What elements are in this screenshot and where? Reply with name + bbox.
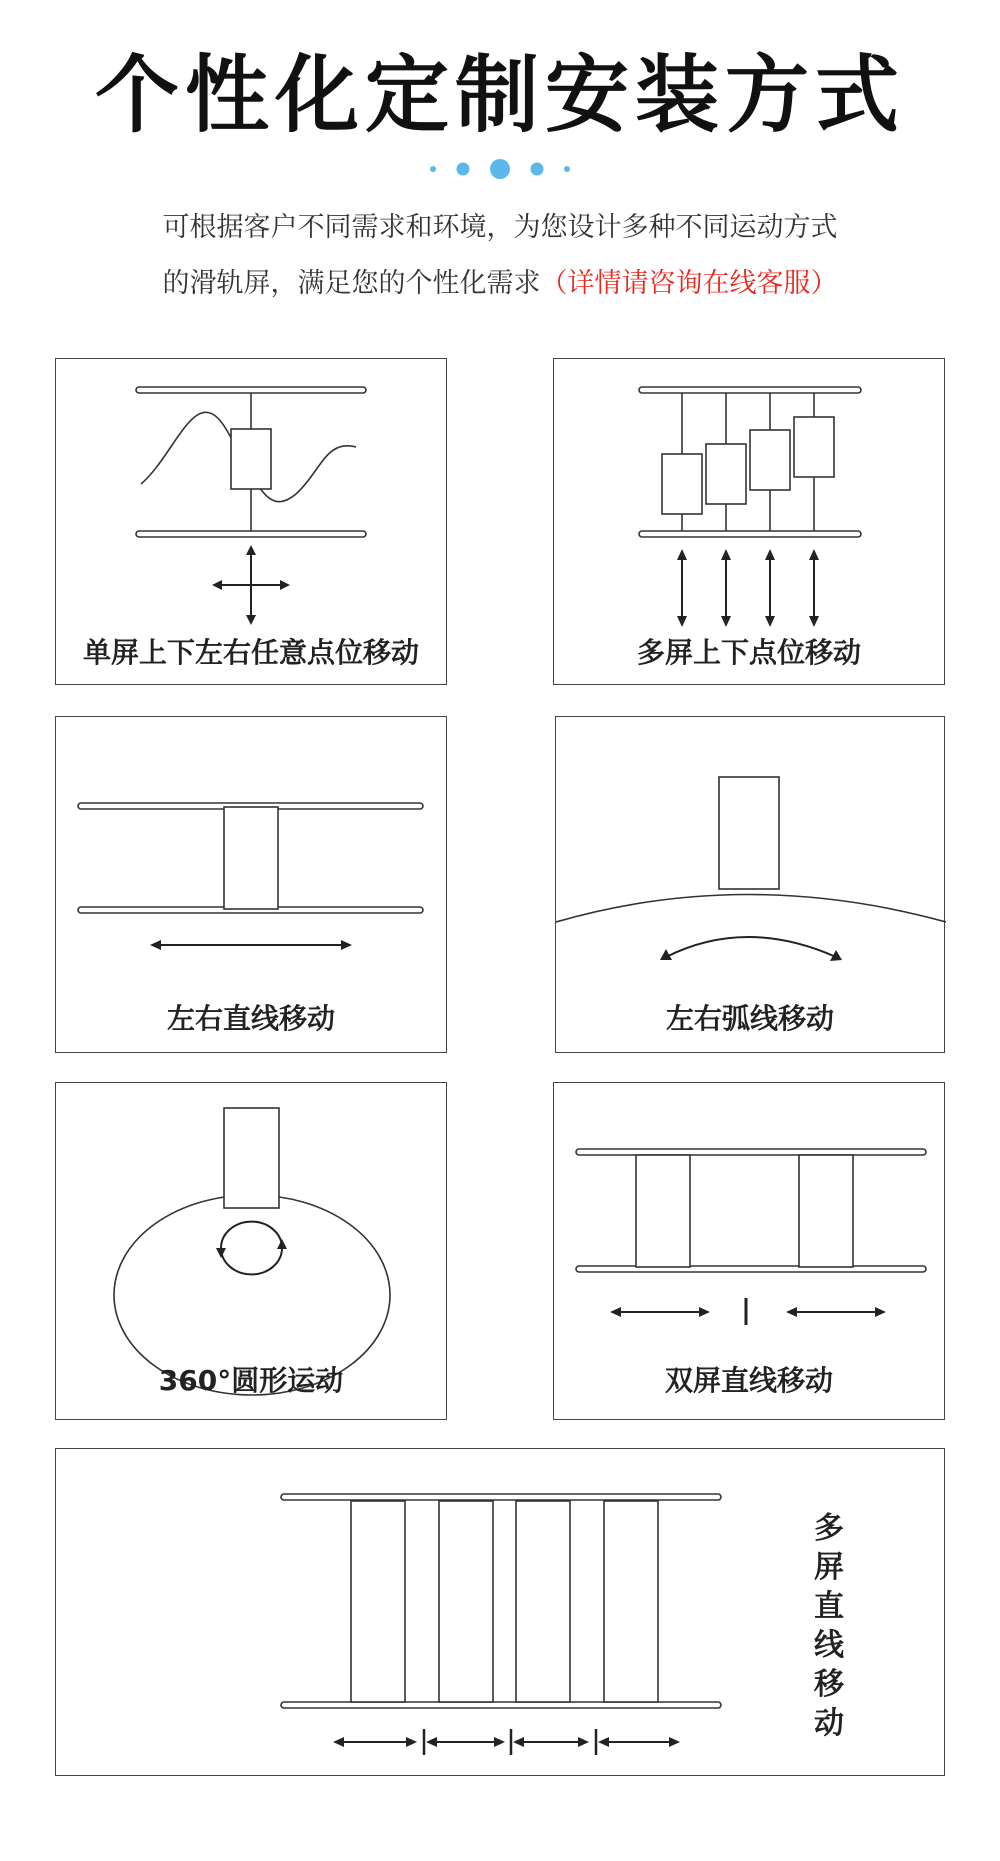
intro-line-2-text: 的滑轨屏，满足您的个性化需求 — [162, 268, 541, 299]
panel-arc — [555, 716, 945, 1053]
panel-caption: 左右弧线移动 — [665, 1002, 834, 1035]
panel-caption-vertical: 多屏直线移动 — [814, 1511, 844, 1741]
panel-caption: 左右直线移动 — [166, 1002, 335, 1035]
panel-360-circle — [55, 1082, 447, 1420]
panel-multi-linear — [55, 1448, 945, 1776]
panel-caption: 单屏上下左右任意点位移动 — [82, 636, 419, 669]
panel-dual-linear — [553, 1082, 945, 1420]
panel-caption: 双屏直线移动 — [664, 1364, 833, 1397]
panel-caption: 360°圆形运动 — [158, 1364, 344, 1397]
intro-highlight: （详情请咨询在线客服） — [540, 268, 838, 299]
panel-single-any-point — [55, 358, 447, 685]
panel-multi-vertical — [553, 358, 945, 685]
intro-text — [0, 200, 1000, 312]
intro-line-2 — [0, 256, 1000, 312]
intro-line-1: 可根据客户不同需求和环境，为您设计多种不同运动方式 — [162, 212, 838, 243]
decorative-dots — [0, 155, 1000, 185]
panel-caption: 多屏上下点位移动 — [636, 636, 861, 669]
vertical-arrows — [677, 549, 819, 627]
page-title: 个性化定制安装方式 — [94, 46, 905, 144]
panel-linear — [55, 716, 447, 1053]
